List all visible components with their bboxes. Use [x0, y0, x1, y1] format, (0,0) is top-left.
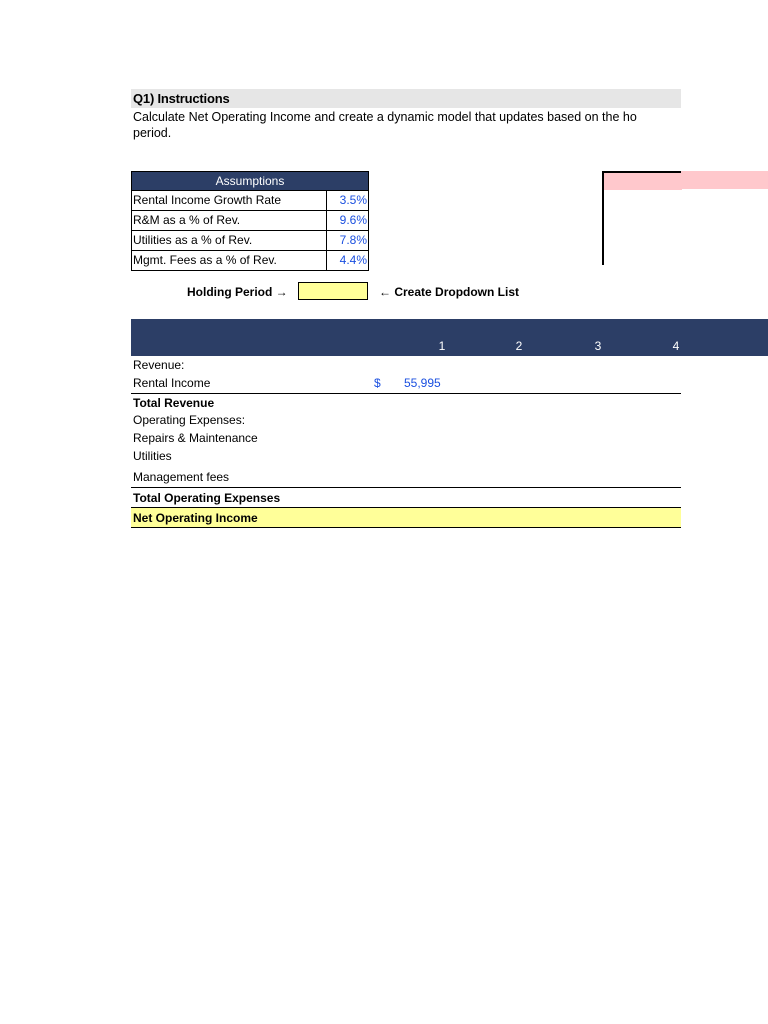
- assumption-label: R&M as a % of Rev.: [133, 213, 241, 227]
- assumption-value[interactable]: 3.5%: [326, 191, 368, 210]
- repairs-label: Repairs & Maintenance: [133, 431, 258, 445]
- output-box-body: [604, 190, 682, 265]
- rental-income-value[interactable]: 55,995: [404, 376, 441, 390]
- assumption-value[interactable]: 7.8%: [326, 231, 368, 250]
- assumptions-table: [131, 171, 369, 271]
- revenue-label: Revenue:: [133, 358, 185, 372]
- year-header: 3: [594, 339, 602, 353]
- output-box: [602, 171, 682, 265]
- utilities-label: Utilities: [133, 449, 172, 463]
- assumption-label: Utilities as a % of Rev.: [133, 233, 253, 247]
- year-header: 1: [438, 339, 446, 353]
- assumption-row: [132, 250, 368, 270]
- rental-income-currency: $: [374, 376, 381, 390]
- assumptions-header: Assumptions: [132, 172, 368, 190]
- assumption-row: [132, 230, 368, 250]
- total-opex-label: Total Operating Expenses: [131, 487, 681, 507]
- total-revenue-label: Total Revenue: [131, 393, 681, 411]
- noi-label: Net Operating Income: [131, 507, 681, 528]
- assumption-row: [132, 190, 368, 210]
- operating-expenses-label: Operating Expenses:: [133, 413, 246, 427]
- assumption-label: Mgmt. Fees as a % of Rev.: [133, 253, 277, 267]
- instructions-text: Calculate Net Operating Income and create a dynamic model that updates based on the ho period.: [133, 110, 637, 140]
- assumption-label: Rental Income Growth Rate: [133, 193, 282, 207]
- year-header: 4: [672, 339, 680, 353]
- rental-income-label: Rental Income: [133, 376, 211, 390]
- holding-period-input[interactable]: [298, 282, 368, 300]
- management-fees-label: Management fees: [133, 470, 230, 484]
- assumption-value[interactable]: 4.4%: [326, 251, 368, 270]
- holding-period-label: Holding Period →: [187, 285, 288, 299]
- instructions-title: Q1) Instructions: [131, 89, 681, 108]
- dropdown-note: ← Create Dropdown List: [379, 285, 520, 299]
- year-header: 2: [515, 339, 523, 353]
- assumption-row: [132, 210, 368, 230]
- output-box-header: [681, 171, 768, 189]
- assumption-value[interactable]: 9.6%: [326, 211, 368, 230]
